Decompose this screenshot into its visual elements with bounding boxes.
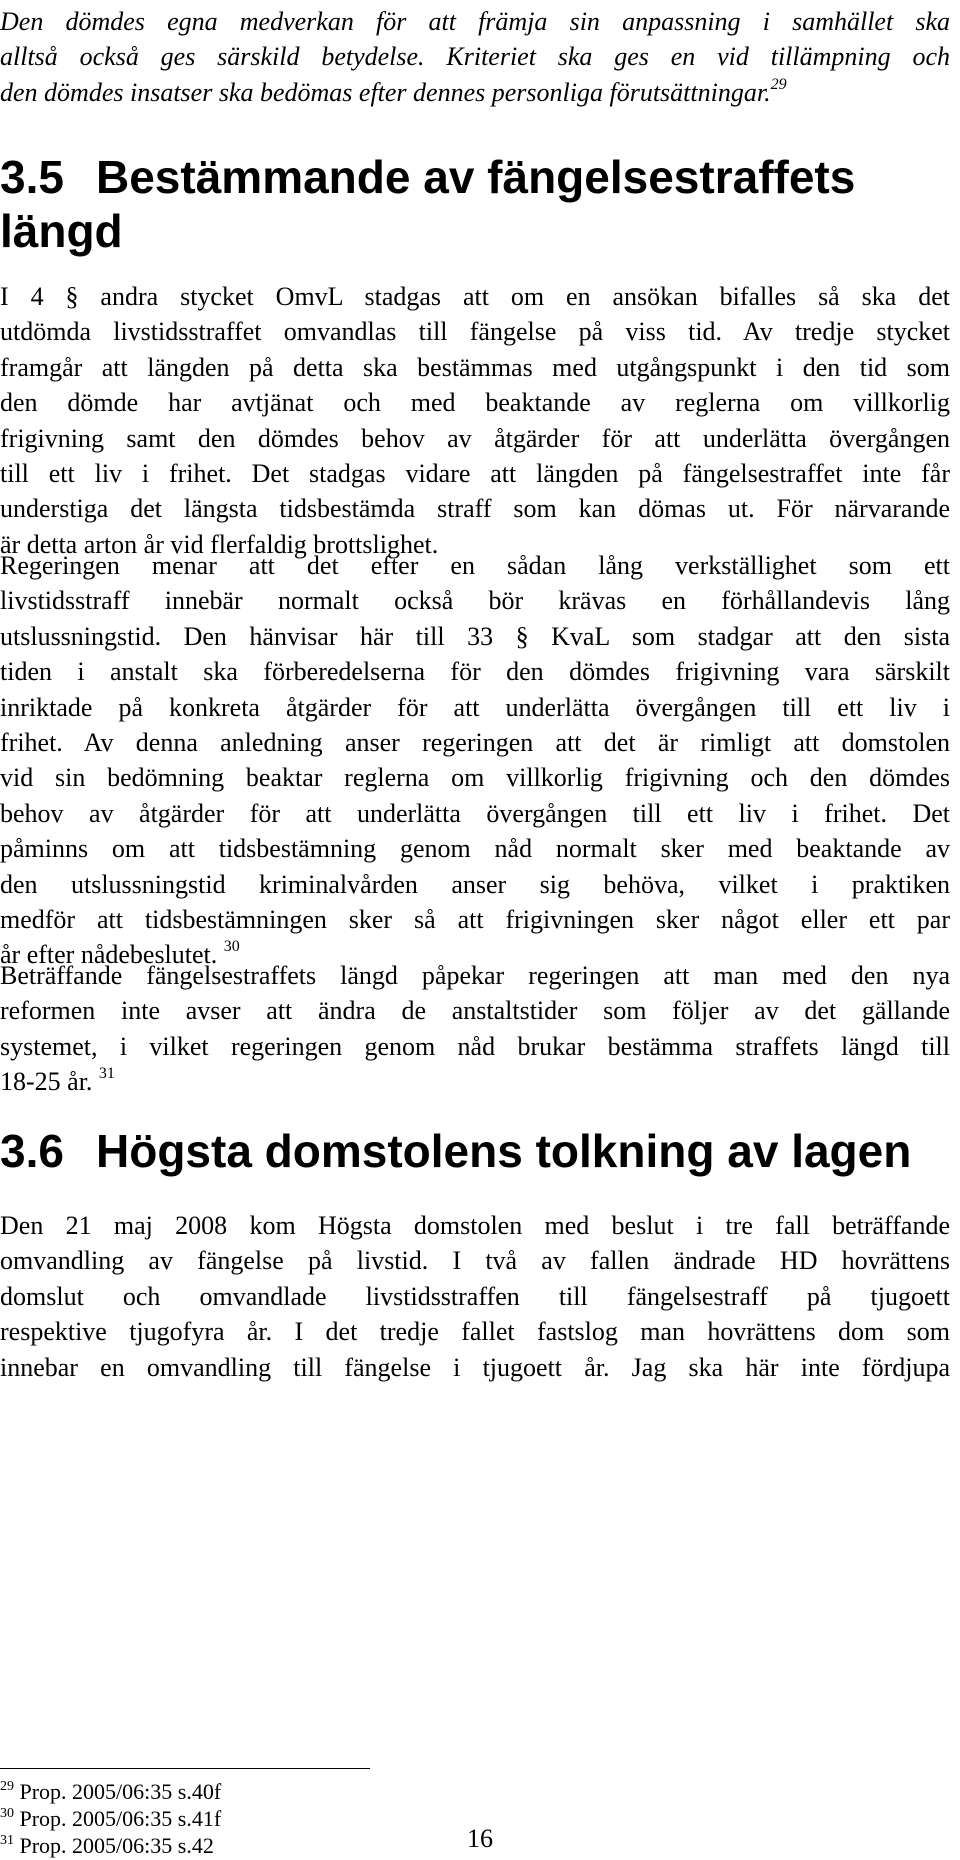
body-paragraph: [0, 1208, 950, 1385]
footnote-text: Prop. 2005/06:35 s.40f: [19, 1779, 222, 1804]
text-line: I 4 § andra stycket OmvL stadgas att om en ansökan bifalles så ska det: [0, 282, 950, 311]
section-title: Bestämmande av fängelsestraffets: [96, 151, 856, 203]
body-paragraph: [0, 958, 950, 1100]
text-line: omvandling av fängelse på livstid. I två av fallen ändrade HD hovrättens: [0, 1246, 950, 1276]
text-line: den utslussningstid kriminalvården anser sig behöva, vilket i praktiken: [0, 869, 950, 899]
footnote-separator: [0, 1768, 370, 1769]
section-title: Högsta domstolens tolkning av lagen: [96, 1125, 912, 1177]
text-line: påminns om att tidsbestämning genom nåd normalt sker med beaktande av: [0, 834, 950, 864]
text-line: systemet, i vilket regeringen genom nåd brukar bestämma straffets längd till: [0, 1031, 950, 1061]
footnote: [0, 1832, 600, 1859]
footnote-number: 29: [0, 1779, 14, 1794]
text-line: utslussningstid. Den hänvisar här till 33 § KvaL som stadgar att den sista: [0, 621, 950, 651]
text-line: alltså också ges särskild betydelse. Kriteriet ska ges en vid tillämpning och: [0, 42, 950, 72]
section-title-continued: längd: [0, 205, 123, 257]
text-line: understiga det längsta tidsbestämda straff som kan dömas ut. För närvarande: [0, 494, 950, 524]
footnote-number: 31: [0, 1833, 14, 1848]
text-line: utdömda livstidsstraffet omvandlas till fängelse på viss tid. Av tredje stycket: [0, 317, 950, 347]
text-line: den dömde har avtjänat och med beaktande av reglerna om villkorlig: [0, 388, 950, 418]
text-line: Regeringen menar att det efter en sådan lång verkställighet som ett: [0, 551, 950, 580]
footnote-text: Prop. 2005/06:35 s.41f: [19, 1806, 222, 1831]
footnotes: [0, 1778, 600, 1859]
text-line: livstidsstraff innebär normalt också bör krävas en förhållandevis lång: [0, 586, 950, 616]
text-line: den dömdes insatser ska bedömas efter dennes personliga förutsättningar.$^{29}$: [0, 75, 787, 107]
text-line: Den 21 maj 2008 kom Högsta domstolen med beslut i tre fall beträffande: [0, 1211, 950, 1240]
text-line: 18-25 år. $^{31}$: [0, 1065, 115, 1097]
section-number: 3.6: [0, 1125, 64, 1177]
footnote-ref: 29: [770, 75, 787, 93]
body-paragraph: [0, 548, 950, 973]
intro-paragraph: [0, 4, 950, 110]
text-line: respektive tjugofyra år. I det tredje fallet fastslog man hovrättens dom som: [0, 1317, 950, 1347]
text-line: tiden i anstalt ska förberedelserna för den dömdes frigivning vara särskilt: [0, 657, 950, 687]
section-heading-3-5: [0, 150, 855, 258]
text-line: innebar en omvandling till fängelse i tjugoett år. Jag ska här inte fördjupa: [0, 1352, 950, 1382]
text-line: frigivning samt den dömdes behov av åtgärder för att underlätta övergången: [0, 423, 950, 453]
text-line: vid sin bedömning beaktar reglerna om villkorlig frigivning och den dömdes: [0, 763, 950, 793]
text-line: frihet. Av denna anledning anser regeringen att det är rimligt att domstolen: [0, 728, 950, 758]
text-line: domslut och omvandlade livstidsstraffen till fängelsestraff på tjugoett: [0, 1281, 950, 1311]
text-line: behov av åtgärder för att underlätta övergången till ett liv i frihet. Det: [0, 798, 950, 828]
text-line: till ett liv i frihet. Det stadgas vidare att längden på fängelsestraffet inte får: [0, 459, 950, 489]
text-line: Den dömdes egna medverkan för att främja sin anpassning i samhället ska: [0, 7, 950, 36]
footnote: [0, 1805, 600, 1832]
footnote: [0, 1778, 600, 1805]
section-heading-3-6: [0, 1124, 911, 1178]
text-line: medför att tidsbestämningen sker så att frigivningen sker något eller ett par: [0, 905, 950, 935]
footnote-text: Prop. 2005/06:35 s.42: [19, 1833, 214, 1858]
footnote-number: 30: [0, 1806, 14, 1821]
text-line: år efter nådebeslutet. $^{30}$: [0, 938, 240, 970]
text-line: inriktade på konkreta åtgärder för att underlätta övergången till ett liv i: [0, 692, 950, 722]
section-number: 3.5: [0, 151, 64, 203]
page-number: 16: [467, 1824, 493, 1853]
text-line: är detta arton år vid flerfaldig brottslighet.: [0, 529, 439, 559]
text-line: framgår att längden på detta ska bestämmas med utgångspunkt i den tid som: [0, 352, 950, 382]
footnote-ref: 30: [223, 938, 240, 956]
body-paragraph: [0, 279, 950, 562]
text-line: reformen inte avser att ändra de anstaltstider som följer av det gällande: [0, 996, 950, 1026]
footnote-ref: 31: [98, 1065, 115, 1083]
text-line: Beträffande fängelsestraffets längd påpekar regeringen att man med den nya: [0, 961, 950, 990]
